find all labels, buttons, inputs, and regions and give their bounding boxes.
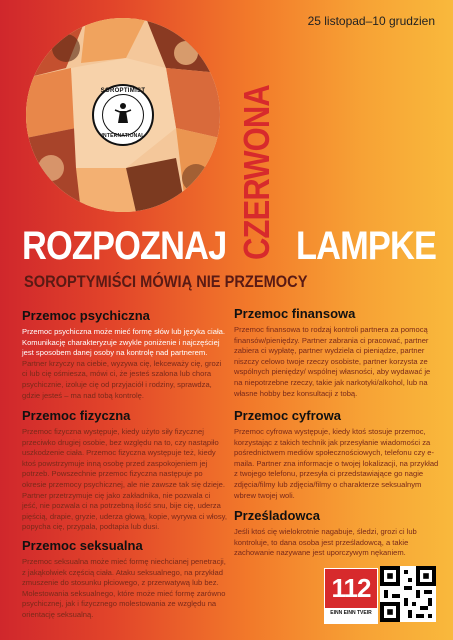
section-psychiczna xyxy=(22,308,227,401)
emergency-number: 112 xyxy=(331,573,371,603)
section-heading: Przemoc cyfrowa xyxy=(234,408,341,423)
emergency-caption: EINN EINN TVEIR xyxy=(330,610,372,616)
section-fizyczna xyxy=(22,408,227,533)
section-heading: Przemoc psychiczna xyxy=(22,308,150,323)
figure-icon xyxy=(112,101,134,125)
subtitle: SOROPTYMIŚCI MÓWIĄ NIE PRZEMOCY xyxy=(24,272,308,291)
logo-bottom-text: INTERNATIONAL xyxy=(101,133,145,139)
section-text: Przemoc seksualna może mieć formę niechcianej penetracji, z jakąkolwiek częścią ciała. Ataku seksualnego, na przykład zmuszenie do stosunku płciowego, z przerwatywą lub bez. Molestowania seksualnego, które może mieć formę zarówno psychicznej, jak i fizycznego molestowania ze względu na orientację seksualną. xyxy=(22,557,226,619)
section-text: Przemoc fizyczna występuje, kiedy użyto siły fizycznej przeciwko drugiej osobie, bez względu na to, czy nastąpiło uszkodzenie ciała. Przemoc fizyczna występuje też, kiedy ktoś powstrzymuje inną osobę przed zaspokojeniem jej potrzeb. Powszechnie przemoc fizyczna następuje po okresie przemocy psychicznej, ale nie zawsze tak się dzieje. Partner przetrzymuje cię jako zakładnika, nie pozwala ci jeść, nie pozwala ci na potrzebną ilość snu, bije cię, uderza pięścią, drapie, gryzie, uderza głową, kopie, wyrywa ci włosy, popycha cię, przypala, podtapia lub dusi. xyxy=(22,427,227,532)
section-cyfrowa xyxy=(234,408,439,501)
qr-code-icon xyxy=(380,566,436,622)
section-heading: Przemoc finansowa xyxy=(234,306,356,321)
section-seksualna xyxy=(22,538,227,621)
qr-code[interactable] xyxy=(380,566,436,622)
section-heading: Przemoc seksualna xyxy=(22,538,143,553)
section-text: Przemoc cyfrowa występuje, kiedy ktoś stosuje przemoc, korzystając z takich technik jak przesyłanie wiadomości za pośrednictwem mediów społecznościowych, telefonu czy e-maila. Partner zna informacje o twojej lokalizacji, na przykład z twojego telefonu, przesyła ci przedstawiające go nagie zdjęcia/filmy lub zdjęcia/filmy o charakterze seksualnym wbrew twojej woli. xyxy=(234,427,439,500)
section-przesladowca xyxy=(234,508,439,559)
section-text: Przemoc psychiczna może mieć formę słów lub języka ciała. Komunikację charakteryzuje zwykle poniżenie i najczęściej jest sposobem danej osoby na kontrolę nad partnerem. Partner krzyczy na ciebie, wyzywa cię, lekceważy cię, grozi ci lub cię ośmiesza, mówi ci, że jesteś szalona lub chora psychicznie, izoluje cię od przyjaciół i rodziny, sprawdza, gdzie jesteś – ma nad tobą kontrolę. xyxy=(22,327,225,400)
logo-top-text: SOROPTIMIST xyxy=(100,88,146,94)
date-range: 25 listopad–10 grudzien xyxy=(307,14,435,28)
section-finansowa xyxy=(234,306,439,399)
title-vertical: CZERWONA xyxy=(236,85,277,260)
title-left: ROZPOZNAJ xyxy=(22,224,227,268)
title-right: LAMPKE xyxy=(296,224,437,268)
section-text: Jeśli ktoś cię wielokrotnie nagabuje, śledzi, grozi ci lub kontroluje, to dana osoba jest prześladowcą, a takie zachowanie nazywane jest uporczywym nękaniem. xyxy=(234,527,417,558)
emergency-112-badge xyxy=(324,568,378,624)
section-heading: Przemoc fizyczna xyxy=(22,408,131,423)
soroptimist-logo xyxy=(92,84,154,146)
section-text: Przemoc finansowa to rodzaj kontroli partnera za pomocą finansów/pieniędzy. Partner zabrania ci pracować, partner zabiera ci wypłatę, partner wydziela ci pieniądze, partner niszczy celowo twoje rzeczy osobiste, partner korzysta ze wspólnych pieniędzy/ wspólnej własności, aby wydawać je na niepotrzebne rzeczy, takie jak narkotyki/alkohol, lub na własne hobby bez konsultacji z tobą. xyxy=(234,325,431,398)
section-heading: Prześladowca xyxy=(234,508,320,523)
